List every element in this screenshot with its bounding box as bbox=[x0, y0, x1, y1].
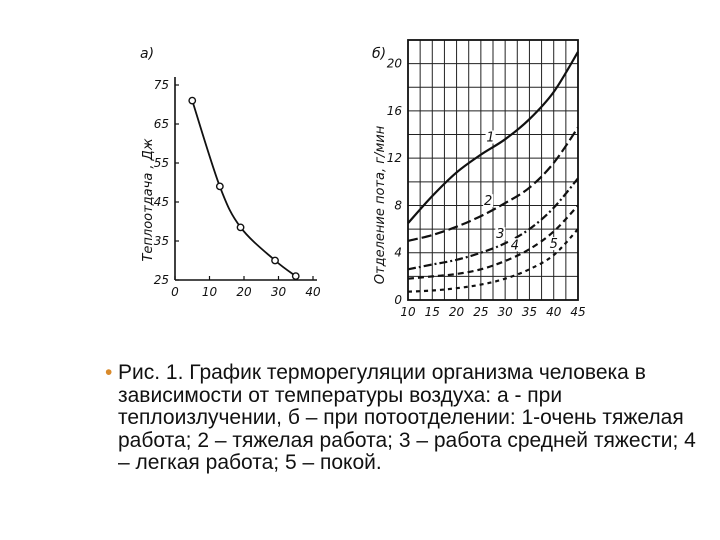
chart-a-tick-labels bbox=[154, 78, 321, 299]
chart-a-data-point bbox=[272, 257, 278, 263]
chart-b-x-tick-label: 25 bbox=[473, 305, 489, 319]
chart-b-y-tick-label: 16 bbox=[386, 103, 402, 118]
chart-a-y-tick-label: 35 bbox=[153, 234, 169, 248]
chart-a-data-point bbox=[237, 224, 243, 230]
chart-b bbox=[372, 40, 586, 319]
chart-b-x-tick-label: 10 bbox=[400, 305, 416, 319]
figure-caption bbox=[105, 361, 698, 475]
chart-a-y-tick-label: 55 bbox=[153, 156, 169, 170]
chart-a-y-axis-label: Теплоотдача , Дж bbox=[141, 138, 156, 262]
caption-text: Рис. 1. График терморегуляции организма человека в зависимости от температуры воздуха: а - при теплоизлучении, б – при потоотделении: 1-очень тяжелая работа; 2 – тяжелая работа; 3 – работа средней тяжести; 4 – легкая работа; 5 – покой. bbox=[118, 361, 696, 474]
chart-a-x-tick-label: 40 bbox=[305, 285, 321, 299]
chart-a-data-point bbox=[189, 97, 195, 103]
chart-a-y-tick-label: 25 bbox=[153, 273, 169, 287]
chart-a-x-tick-label: 20 bbox=[236, 285, 252, 299]
chart-b-y-tick-label: 4 bbox=[394, 245, 402, 260]
chart-a bbox=[140, 46, 321, 299]
chart-b-series-label-5: 5 bbox=[549, 237, 558, 253]
chart-a-panel-label: а) bbox=[140, 46, 155, 62]
chart-b-series-label-1: 1 bbox=[486, 130, 495, 146]
chart-b-series-label-2: 2 bbox=[484, 194, 493, 210]
chart-b-y-tick-label: 0 bbox=[394, 293, 402, 307]
chart-b-panel-label: б) bbox=[372, 46, 387, 62]
chart-a-data-point bbox=[217, 183, 223, 189]
chart-b-x-tick-label: 45 bbox=[570, 305, 586, 319]
chart-b-x-tick-label: 40 bbox=[546, 305, 562, 319]
chart-a-x-tick-label: 0 bbox=[171, 285, 179, 299]
chart-a-axes bbox=[175, 77, 317, 280]
chart-a-y-tick-label: 65 bbox=[153, 117, 169, 131]
chart-a-y-tick-label: 75 bbox=[153, 78, 169, 92]
chart-b-series-label-4: 4 bbox=[510, 238, 519, 254]
chart-b-y-tick-label: 12 bbox=[386, 151, 402, 166]
chart-b-grid bbox=[408, 40, 578, 300]
chart-b-x-tick-label: 15 bbox=[424, 305, 440, 319]
chart-a-series bbox=[189, 97, 299, 279]
chart-a-x-tick-label: 10 bbox=[201, 285, 218, 299]
chart-a-series-line bbox=[192, 101, 295, 277]
chart-b-tick-labels bbox=[387, 57, 586, 319]
chart-b-x-tick-label: 35 bbox=[521, 305, 538, 319]
chart-b-y-tick-label: 8 bbox=[394, 198, 402, 213]
chart-a-y-tick-label: 45 bbox=[153, 195, 169, 209]
chart-b-x-tick-label: 20 bbox=[448, 305, 465, 319]
chart-b-y-axis-label: Отделение пота, г/мин bbox=[373, 125, 388, 285]
chart-b-y-tick-label: 20 bbox=[386, 56, 402, 71]
chart-b-x-tick-label: 30 bbox=[497, 305, 513, 319]
caption-bullet: • bbox=[105, 361, 113, 384]
chart-b-series-label-3: 3 bbox=[496, 227, 505, 243]
chart-a-x-tick-label: 30 bbox=[270, 285, 287, 299]
chart-a-data-point bbox=[293, 273, 299, 279]
